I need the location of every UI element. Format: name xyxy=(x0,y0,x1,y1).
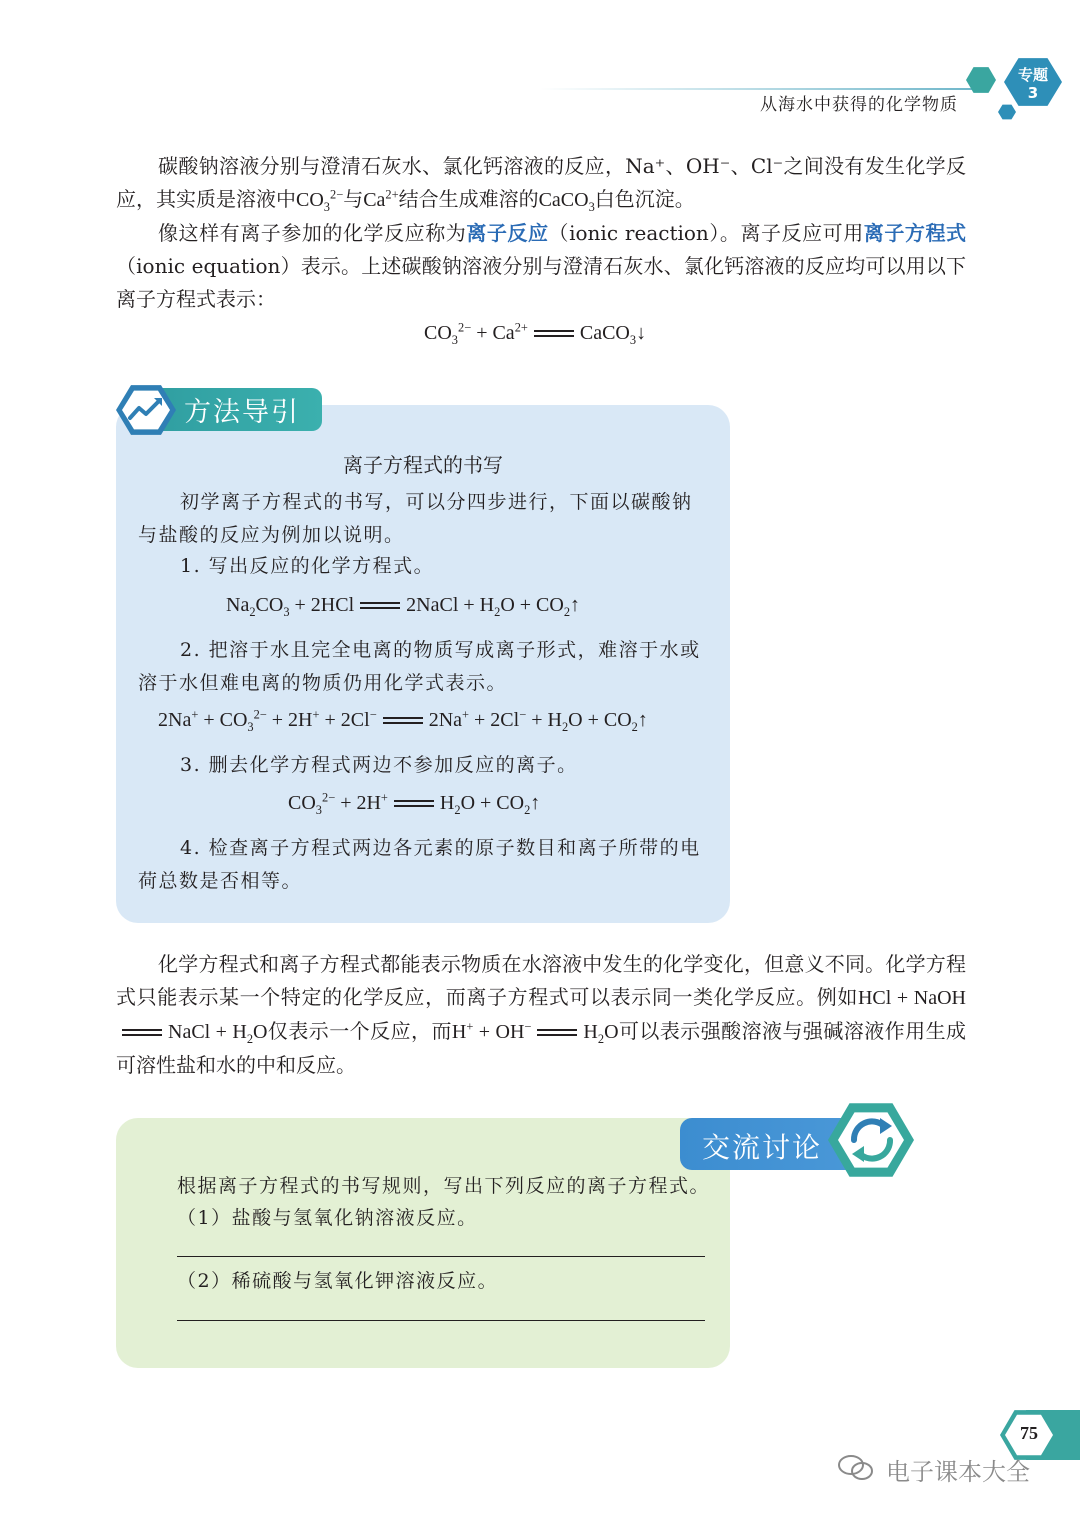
intro-paragraph-1 xyxy=(116,150,966,217)
topic-label: 专题 xyxy=(1017,66,1048,84)
answer-line-2[interactable] xyxy=(177,1320,705,1321)
text-run: 仅表示一个反应，而 xyxy=(267,1019,452,1043)
discussion-prompt: 根据离子方程式的书写规则，写出下列反应的离子方程式。 xyxy=(177,1175,711,1197)
discussion-label: 交流讨论 xyxy=(702,1131,823,1164)
text-run: 碳酸钠溶液分别与澄清石灰水、氯化钙溶液的反应，Na⁺、OH⁻、Cl⁻之间没有发生化学反应，其实质是溶液中 xyxy=(116,154,966,211)
key-term: 离子反应 xyxy=(466,221,549,245)
equation-step-1: $Na_2CO_3 + 2HCl$ 2NaCl + $H_2O$ + $CO_2↑$ xyxy=(226,594,581,619)
method-step-2: 2. 把溶于水且完全电离的物质写成离子形式，难溶于水或溶于水但难电离的物质仍用化学式表示。 xyxy=(138,639,701,694)
method-step-1: 1. 写出反应的化学方程式。 xyxy=(180,555,435,577)
hexagon-decoration-icon xyxy=(998,104,1016,120)
discussion-question-2: （2）稀硫酸与氢氧化钾溶液反应。 xyxy=(177,1270,499,1292)
method-guide-intro: 初学离子方程式的书写，可以分四步进行，下面以碳酸钠与盐酸的反应为例加以说明。 xyxy=(138,491,693,546)
formula: H+ + OH− $H_2O$ xyxy=(451,1019,619,1046)
text-run: 像这样有离子参加的化学反应称为 xyxy=(158,221,467,245)
equation-step-2: $2Na^+ + CO_3^{2-} + 2H^+ + 2Cl^-$ $2Na^+ + 2Cl^- + H_2O$ + $CO_2↑$ xyxy=(158,707,648,734)
wechat-icon xyxy=(836,1452,876,1482)
answer-line-1[interactable] xyxy=(177,1256,705,1257)
text-run: 与 xyxy=(343,187,364,211)
text-run: （ionic reaction）。离子反应可用 xyxy=(548,221,864,245)
formula: $CO_3^{2-}$ xyxy=(296,187,344,214)
text-run: 可以表示强酸溶液与强碱溶液作用生成可溶性盐和水的中和反应。 xyxy=(116,1019,967,1077)
key-term: 离子方程式 xyxy=(863,221,967,245)
page-number: 75 xyxy=(1020,1423,1038,1443)
formula: HCl + NaOHNaCl + $H_2O$ xyxy=(116,987,966,1043)
refresh-cycle-icon xyxy=(844,1114,900,1166)
text-run: （ionic equation）表示。上述碳酸钠溶液分别与澄清石灰水、氯化钙溶液的反应均可以用以下离子方程式表示： xyxy=(116,254,966,311)
text-run: 结合生成难溶的 xyxy=(398,187,539,211)
watermark: 电子课本大全 xyxy=(886,1458,1030,1486)
intro-paragraph-2 xyxy=(116,217,966,316)
method-guide-label: 方法导引 xyxy=(184,397,300,428)
text-run: 白色沉淀。 xyxy=(594,187,695,211)
formula: CaCO$_3$ xyxy=(538,189,595,214)
discussion-box xyxy=(116,1118,730,1368)
formula: $Ca^{2+}$ xyxy=(363,187,399,211)
equation-step-3: $CO_3^{2-} + 2H^+$ $H_2O$ + $CO_2↑$ xyxy=(288,790,541,817)
equation-ionic-caco3: $CO_3^{2-} + Ca^{2+}$ CaCO$_3$↓ xyxy=(424,320,647,347)
text-run: 化学方程式和离子方程式都能表示物质在水溶液中发生的化学变化，但意义不同。化学方程式只能表示某一个特定的化学反应，而离子方程式可以表示同一类化学反应。例如 xyxy=(116,952,966,1009)
conclusion-paragraph xyxy=(116,948,966,1082)
topic-badge xyxy=(1013,66,1053,102)
trend-chart-icon xyxy=(126,394,166,426)
method-step-4: 4. 检查离子方程式两边各元素的原子数目和离子所带的电荷总数是否相等。 xyxy=(138,837,701,892)
method-guide-title: 离子方程式的书写 xyxy=(343,453,503,477)
topic-number: 3 xyxy=(1027,84,1039,102)
discussion-question-1: （1）盐酸与氢氧化钠溶液反应。 xyxy=(177,1207,478,1229)
method-step-3: 3. 删去化学方程式两边不参加反应的离子。 xyxy=(180,754,578,776)
chapter-title: 从海水中获得的化学物质 xyxy=(760,95,958,115)
